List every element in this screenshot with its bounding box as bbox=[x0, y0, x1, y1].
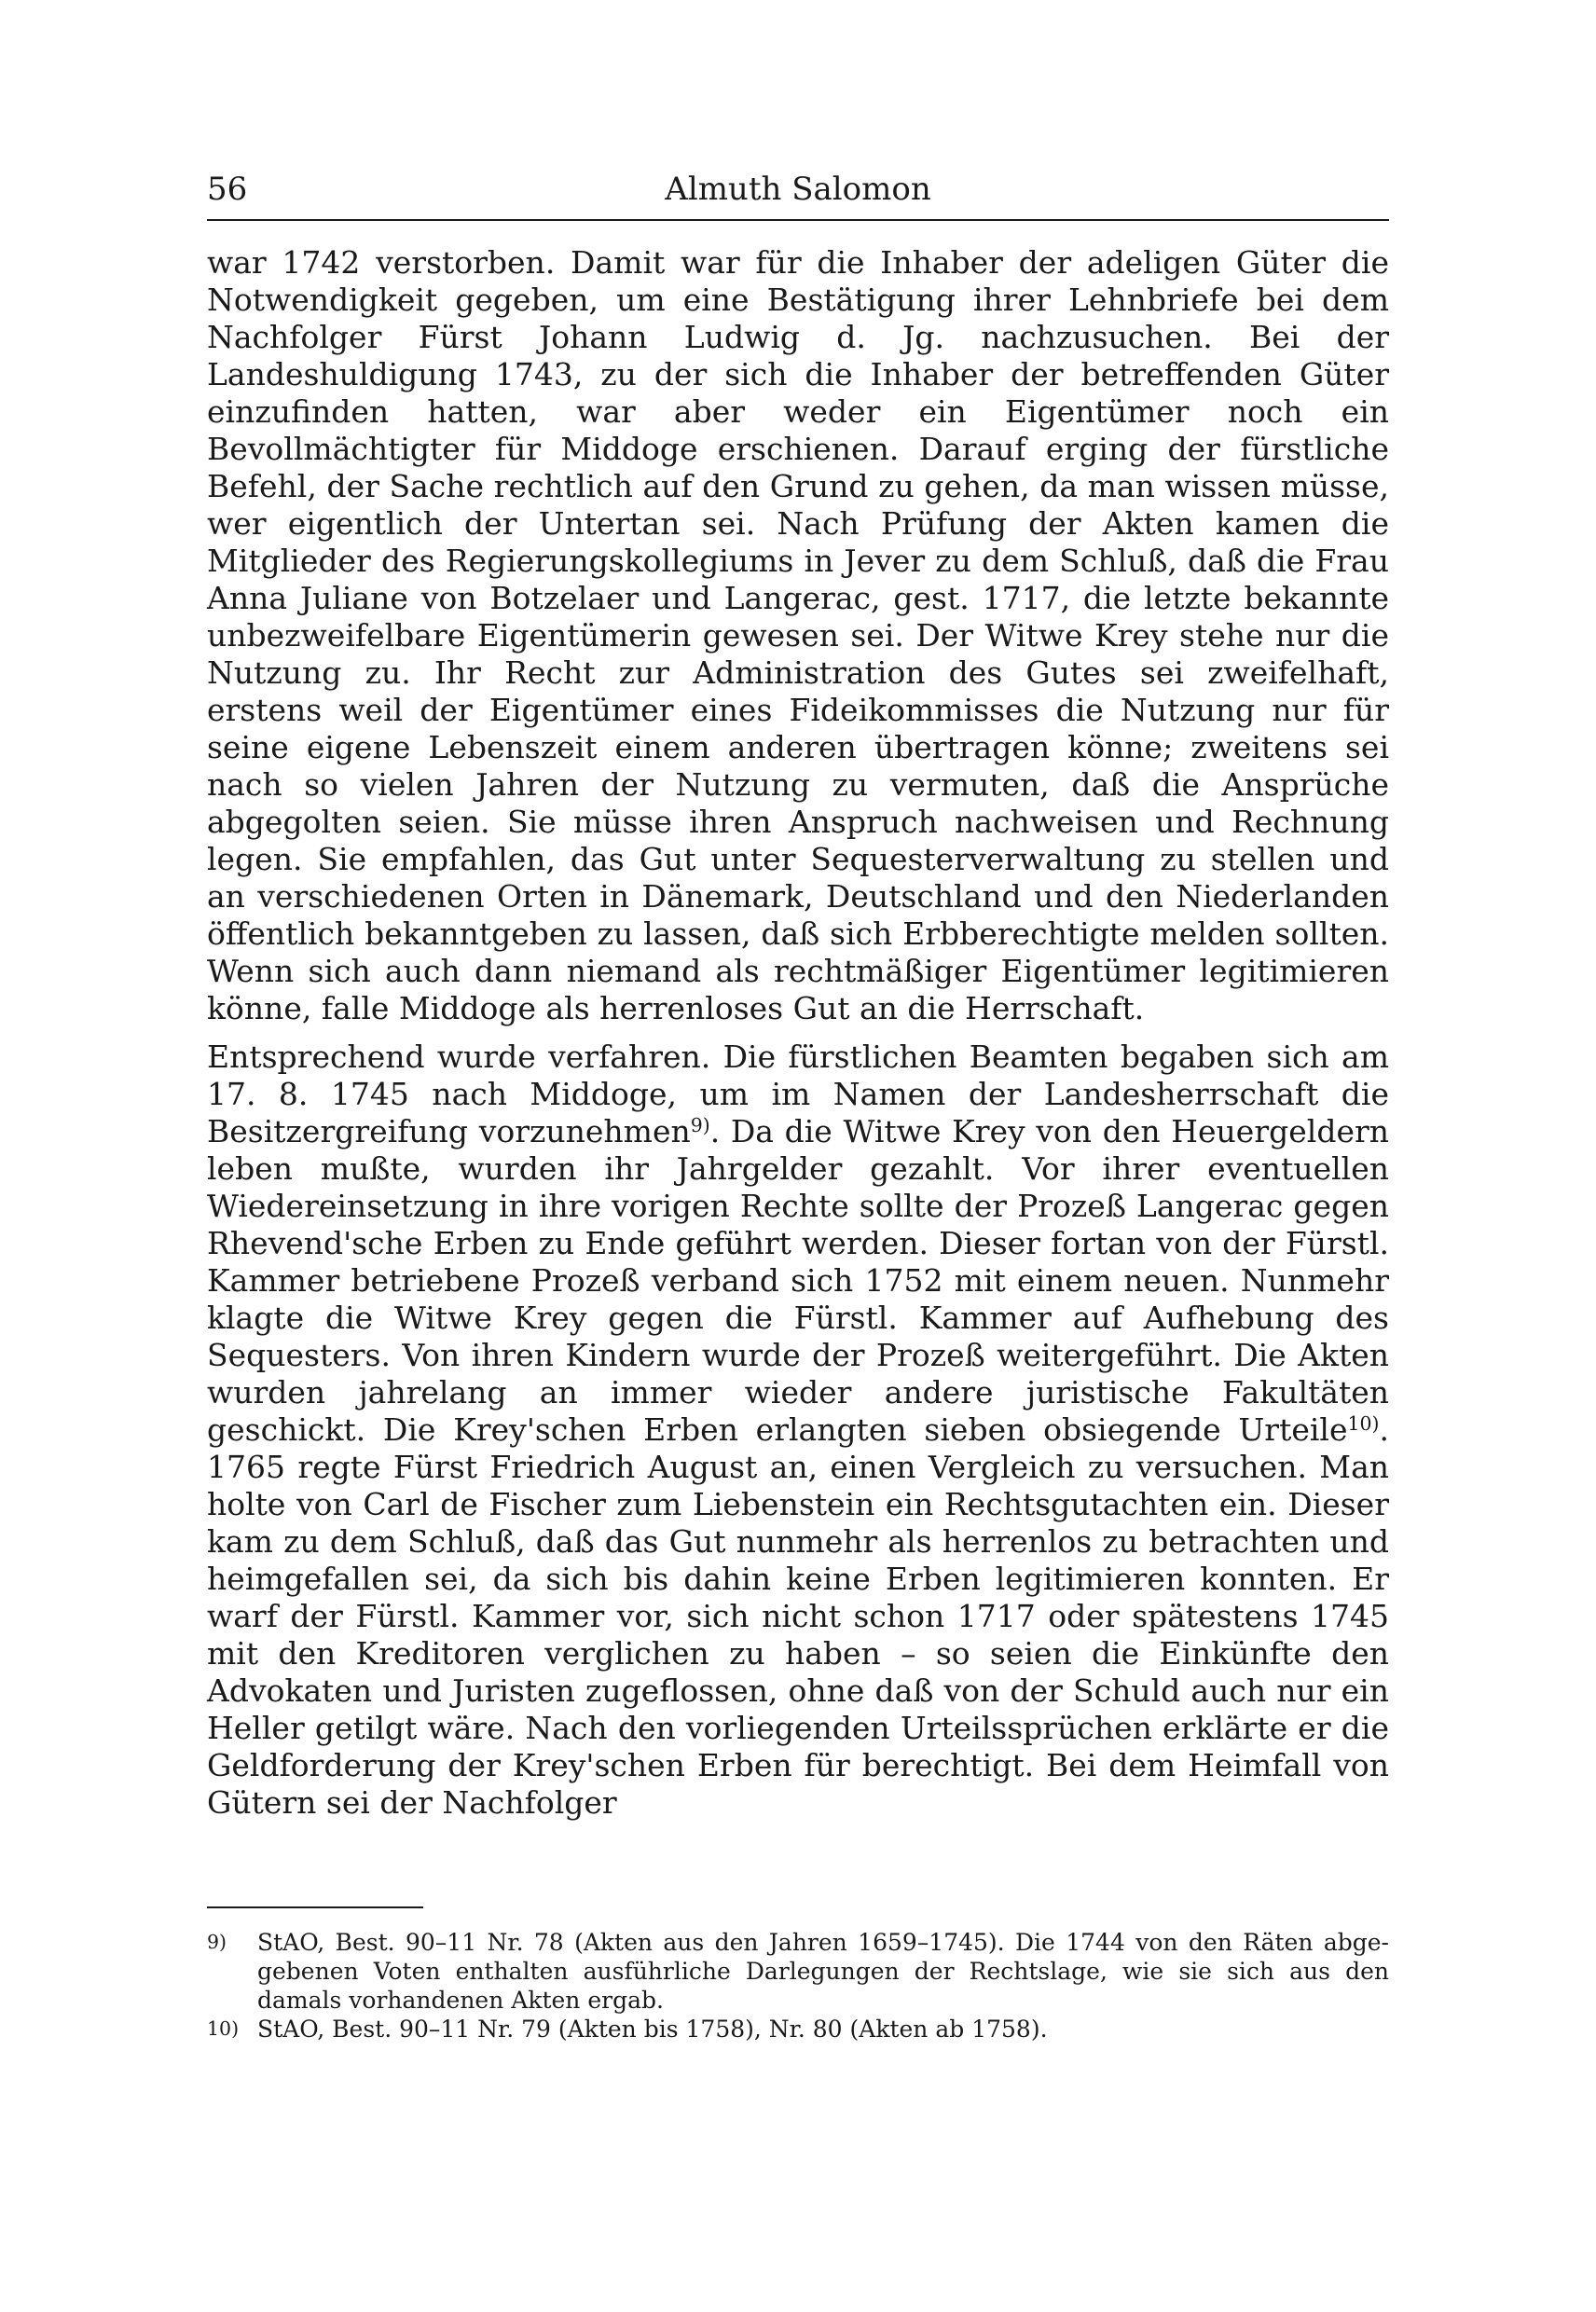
footnote-text: StAO, Best. 90–11 Nr. 78 (Akten aus den Jahren 1659–1745). Die 1744 von den Räten abgegebenen Voten enthalten ausführliche Darlegungen der Rechtslage, wie sie sich aus den damals vorhandenen Akten ergab. bbox=[257, 1929, 1389, 2014]
footnote bbox=[207, 1928, 1389, 2015]
paragraph: war 1742 verstorben. Damit war für die Inhaber der adeligen Güter die Notwendigkeit gegeben, um eine Bestätigung ihrer Lehnbriefe bei dem Nachfolger Fürst Johann Ludwig d. Jg. nachzusuchen. Bei der Landeshuldigung 1743, zu der sich die Inhaber der betreffenden Güter einzufinden hatten, war aber weder ein Eigentümer noch ein Bevollmächtigter für Middoge erschienen. Darauf erging der fürstliche Befehl, der Sache rechtlich auf den Grund zu gehen, da man wissen müsse, wer eigentlich der Untertan sei. Nach Prüfung der Akten kamen die Mitglieder des Regierungskollegiums in Jever zu dem Schluß, daß die Frau Anna Juliane von Botzelaer und Langerac, gest. 1717, die letzte bekannte unbezweifelbare Eigentümerin gewesen sei. Der Witwe Krey stehe nur die Nutzung zu. Ihr Recht zur Administration des Gutes sei zweifelhaft, erstens weil der Eigentümer eines Fideikommisses die Nutzung nur für seine eigene Lebenszeit einem anderen übertragen könne; zweitens sei nach so vielen Jahren der Nutzung zu vermuten, daß die Ansprüche abgegolten seien. Sie müsse ihren Anspruch nachweisen und Rechnung legen. Sie empfahlen, das Gut unter Sequesterverwaltung zu stellen und an verschiedenen Orten in Dänemark, Deutschland und den Niederlanden öffentlich bekanntgeben zu lassen, daß sich Erbberechtigte melden sollten. Wenn sich auch dann niemand als rechtmäßiger Eigentümer legitimieren könne, falle Middoge als herrenloses Gut an die Herrschaft. bbox=[207, 244, 1389, 1026]
footnotes bbox=[207, 1928, 1389, 2044]
running-head-author: Almuth Salomon bbox=[665, 171, 931, 208]
header-rule bbox=[207, 219, 1389, 221]
footnote-reference[interactable]: 10) bbox=[1347, 1411, 1380, 1435]
footnote bbox=[207, 2015, 1389, 2044]
text-run: . 1765 regte Fürst Friedrich August an, einen Vergleich zu versuchen. Man holte von Carl de Fischer zum Liebenstein ein Rechtsgutachten ein. Dieser kam zu dem Schluß, daß das Gut nunmehr als herrenlos zu betrachten und heimgefallen sei, da sich bis dahin keine Erben legitimieren konnten. Er warf der Fürstl. Kammer vor, sich nicht schon 1717 oder spätestens 1745 mit den Kreditoren verglichen zu haben – so seien die Einkünfte den Advokaten und Juristen zugeflossen, ohne daß von der Schuld auch nur ein Heller getilgt wäre. Nach den vorliegenden Urteilssprüchen erklärte er die Geldforderung der Krey'schen Erben für berechtigt. Bei dem Heimfall von Gütern sei der Nachfolger bbox=[207, 1411, 1389, 1821]
text-run: . Da die Witwe Krey von den Heuergeldern leben mußte, wurden ihr Jahrgelder gezahlt. Vor ihrer eventuellen Wiedereinsetzung in ihre vorigen Rechte sollte der Prozeß Langerac gegen Rhevend'sche Erben zu Ende geführt werden. Dieser fortan von der Fürstl. Kammer betriebene Prozeß verband sich 1752 mit einem neuen. Nunmehr klagte die Witwe Krey gegen die Fürstl. Kammer auf Aufhebung des Sequesters. Von ihren Kindern wurde der Prozeß weitergeführt. Die Akten wurden jahrelang an immer wieder andere juristische Fakultäten geschickt. Die Krey'schen Erben erlangten sieben obsiegende Urteile bbox=[207, 1113, 1390, 1448]
footnote-text: StAO, Best. 90–11 Nr. 79 (Akten bis 1758), Nr. 80 (Akten ab 1758). bbox=[257, 2016, 1048, 2043]
page-number: 56 bbox=[207, 171, 248, 208]
footnote-mark: 9) bbox=[207, 1931, 227, 1953]
body-text bbox=[207, 244, 1389, 1822]
footnote-rule bbox=[207, 1906, 423, 1908]
text-run: Entsprechend wurde verfahren. Die fürstlichen Beamten begaben sich am 17. 8. 1745 nach Middoge, um im Namen der Landesherrschaft die Besitzergreifung vorzunehmen bbox=[207, 1039, 1389, 1149]
footnote-reference[interactable]: 9) bbox=[690, 1113, 710, 1136]
paragraph bbox=[207, 1039, 1389, 1822]
document-page bbox=[207, 0, 1389, 2312]
footnote-mark: 10) bbox=[207, 2017, 240, 2040]
running-head bbox=[207, 170, 1389, 209]
